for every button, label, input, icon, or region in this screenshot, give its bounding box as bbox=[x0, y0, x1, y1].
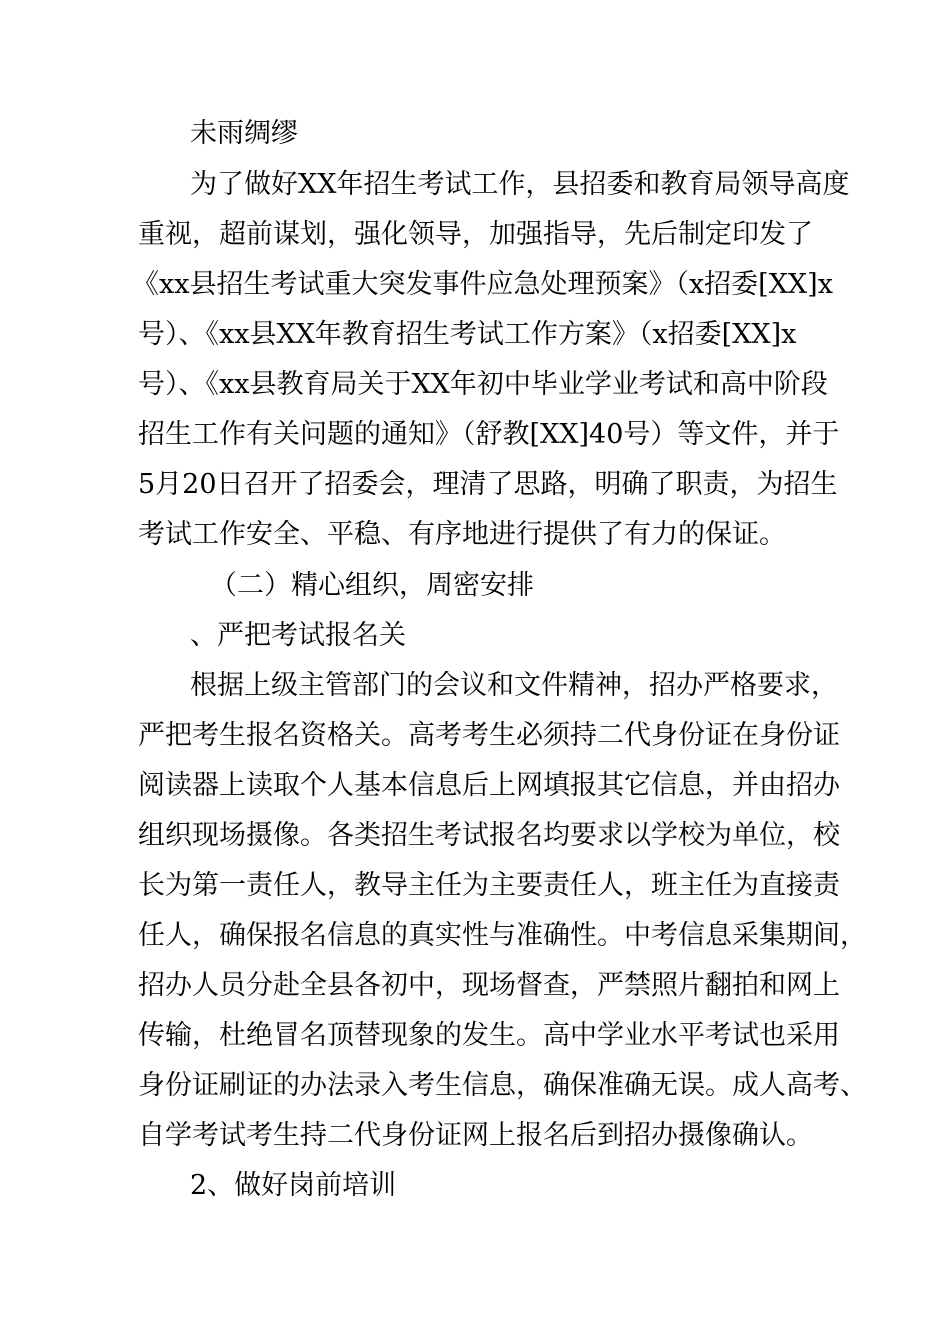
subsection-heading: 、严把考试报名关 bbox=[190, 620, 406, 651]
paragraph-line: 号）、《xx县教育局关于XX年初中毕业学业考试和高中阶段 bbox=[138, 369, 828, 400]
paragraph-line: 身份证刷证的办法录入考生信息，确保准确无误。成人高考、 bbox=[138, 1070, 867, 1101]
paragraph-line: 招办人员分赴全县各初中，现场督查，严禁照片翻拍和网上 bbox=[138, 970, 840, 1001]
paragraph-line: 自学考试考生持二代身份证网上报名后到招办摄像确认。 bbox=[138, 1120, 813, 1151]
paragraph-line: 5月20日召开了招委会，理清了思路，明确了职责，为招生 bbox=[138, 469, 838, 500]
paragraph-line: 组织现场摄像。各类招生考试报名均要求以学校为单位，校 bbox=[138, 820, 840, 851]
paragraph-heading: 未雨绸缪 bbox=[190, 118, 298, 149]
paragraph-line: 严把考生报名资格关。高考考生必须持二代身份证在身份证 bbox=[138, 720, 840, 751]
paragraph-line: 重视，超前谋划，强化领导，加强指导，先后制定印发了 bbox=[138, 219, 813, 250]
paragraph-line: 《xx县招生考试重大突发事件应急处理预案》（x招委[XX]x bbox=[132, 269, 833, 300]
paragraph-line: 根据上级主管部门的会议和文件精神，招办严格要求， bbox=[190, 670, 838, 701]
paragraph-line: 阅读器上读取个人基本信息后上网填报其它信息，并由招办 bbox=[138, 770, 840, 801]
paragraph-line: 招生工作有关问题的通知》（舒教[XX]40号）等文件，并于 bbox=[138, 419, 840, 450]
section-heading: （二）精心组织，周密安排 bbox=[210, 570, 534, 601]
subsection-heading: 2、做好岗前培训 bbox=[190, 1170, 397, 1201]
paragraph-line: 长为第一责任人，教导主任为主要责任人，班主任为直接责 bbox=[138, 870, 840, 901]
paragraph-line: 号）、《xx县XX年教育招生考试工作方案》（x招委[XX]x bbox=[138, 319, 797, 350]
paragraph-line: 传输，杜绝冒名顶替现象的发生。高中学业水平考试也采用 bbox=[138, 1020, 840, 1051]
paragraph-line: 考试工作安全、平稳、有序地进行提供了有力的保证。 bbox=[138, 519, 786, 550]
paragraph-line: 为了做好XX年招生考试工作，县招委和教育局领导高度 bbox=[190, 169, 850, 200]
paragraph-line: 任人，确保报名信息的真实性与准确性。中考信息采集期间， bbox=[138, 920, 867, 951]
